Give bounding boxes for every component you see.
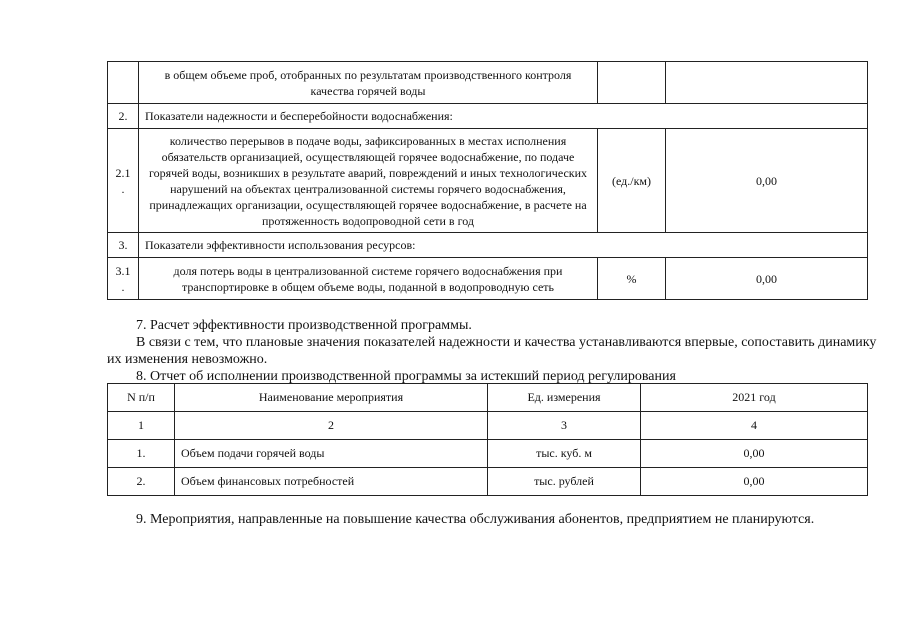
indicator-value: 0,00 [666, 129, 868, 233]
row-number: 1. [108, 440, 175, 468]
indicator-text: доля потерь воды в централизованной системе горячего водоснабжения при транспортировке в общем объеме воды, поданной в водопроводную сеть [139, 258, 598, 300]
table-row [108, 468, 868, 496]
header-cell: Ед. измерения [488, 384, 641, 412]
indicator-value [666, 62, 868, 104]
value-cell: 0,00 [641, 440, 868, 468]
header-cell: N п/п [108, 384, 175, 412]
header-cell: Наименование мероприятия [175, 384, 488, 412]
table-row [108, 104, 868, 129]
indicator-unit: (ед./км) [598, 129, 666, 233]
indicator-unit [598, 62, 666, 104]
section-8-heading: 8. Отчет об исполнении производственной программы за истекший период регулирования [136, 369, 676, 384]
indicators-table [107, 61, 868, 300]
row-number [108, 62, 139, 104]
unit-cell: тыс. куб. м [488, 440, 641, 468]
index-cell: 3 [488, 412, 641, 440]
header-cell: 2021 год [641, 384, 868, 412]
row-number: 2. [108, 468, 175, 496]
row-number: 2. [108, 104, 139, 129]
indicator-text: в общем объеме проб, отобранных по результатам производственного контроля качества горячей воды [139, 62, 598, 104]
indicator-value: 0,00 [666, 258, 868, 300]
row-number: 3.1 . [108, 258, 139, 300]
section-heading: Показатели надежности и бесперебойности водоснабжения: [139, 104, 598, 129]
table-row [108, 233, 868, 258]
row-number: 3. [108, 233, 139, 258]
section-7-heading: 7. Расчет эффективности производственной программы. [136, 318, 472, 333]
indicator-text: количество перерывов в подаче воды, зафиксированных в местах исполнения обязательств организацией, осуществляющей горячее водоснабжение, по подаче горячей воды, возникших в результате аварий, повреждений и иных технологических нарушений на объектах централизованной системы горячего водоснабжения, принадлежащих организации, осуществляющей горячее водоснабжение, в расчете на протяженность водопроводной сети в год [139, 129, 598, 233]
index-cell: 4 [641, 412, 868, 440]
section-heading: Показатели эффективности использования ресурсов: [139, 233, 598, 258]
index-cell: 1 [108, 412, 175, 440]
table-index-row [108, 412, 868, 440]
empty-cell [598, 104, 868, 129]
activity-name: Объем финансовых потребностей [175, 468, 488, 496]
table-row [108, 62, 868, 104]
indicator-unit: % [598, 258, 666, 300]
section-7-text: В связи с тем, что плановые значения показателей надежности и качества устанавливаются впервые, сопоставить динамику их изменения невозможно. [107, 335, 877, 367]
table-row [108, 440, 868, 468]
empty-cell [598, 233, 868, 258]
value-cell: 0,00 [641, 468, 868, 496]
table-row [108, 258, 868, 300]
program-report-table [107, 383, 868, 496]
index-cell: 2 [175, 412, 488, 440]
row-number: 2.1 . [108, 129, 139, 233]
table-row [108, 129, 868, 233]
section-9-text: 9. Мероприятия, направленные на повышение качества обслуживания абонентов, предприятием не планируются. [136, 512, 815, 527]
unit-cell: тыс. рублей [488, 468, 641, 496]
activity-name: Объем подачи горячей воды [175, 440, 488, 468]
table-header-row [108, 384, 868, 412]
